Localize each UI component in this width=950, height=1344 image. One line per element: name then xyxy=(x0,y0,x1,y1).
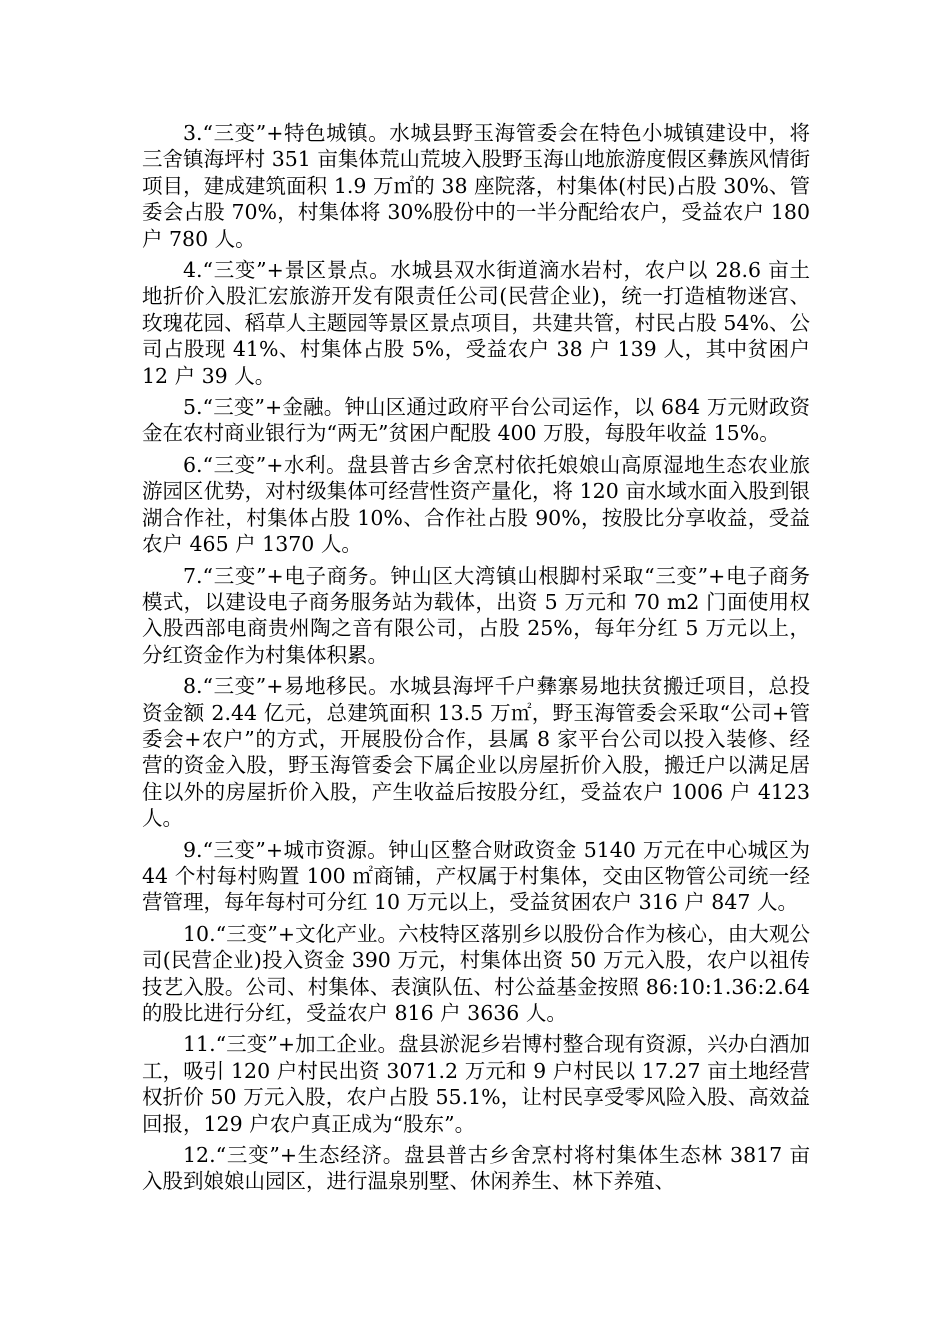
paragraph-7: 7.“三变”+电子商务。钟山区大湾镇山根脚村采取“三变”+电子商务模式，以建设电子商务服务站为载体，出资 5 万元和 70 m2 门面使用权入股西部电商贵州陶之音有限公司，占股 25%，每年分红 5 万元以上，分红资金作为村集体积累。 xyxy=(142,563,810,667)
paragraph-5: 5.“三变”+金融。钟山区通过政府平台公司运作，以 684 万元财政资金在农村商业银行为“两无”贫困户配股 400 万股，每股年收益 15%。 xyxy=(142,395,810,446)
document-body xyxy=(142,120,810,1200)
paragraph-12: 12.“三变”+生态经济。盘县普古乡舍烹村将村集体生态林 3817 亩入股到娘娘山园区，进行温泉别墅、休闲养生、林下养殖、 xyxy=(142,1143,810,1194)
paragraph-4: 4.“三变”+景区景点。水城县双水街道滴水岩村，农户以 28.6 亩土地折价入股汇宏旅游开发有限责任公司(民营企业)，统一打造植物迷宫、玫瑰花园、稻草人主题园等景区景点项目，共建共管，村民占股 54%、公司占股现 41%、村集体占股 5%，受益农户 38 户 139 人，其中贫困户 12 户 39 人。 xyxy=(142,258,810,388)
paragraph-10: 10.“三变”+文化产业。六枝特区落别乡以股份合作为核心，由大观公司(民营企业)投入资金 390 万元，村集体出资 50 万元入股，农户以祖传技艺入股。公司、村集体、表演队伍、村公益基金按照 86:10:1.36:2.64 的股比进行分红，受益农户 816 户 3636 人。 xyxy=(142,921,810,1025)
paragraph-9: 9.“三变”+城市资源。钟山区整合财政资金 5140 万元在中心城区为 44 个村每村购置 100 ㎡商铺，产权属于村集体，交由区物管公司统一经营管理，每年每村可分红 10 万元以上，受益贫困农户 316 户 847 人。 xyxy=(142,837,810,915)
paragraph-3: 3.“三变”+特色城镇。水城县野玉海管委会在特色小城镇建设中，将三舍镇海坪村 351 亩集体荒山荒坡入股野玉海山地旅游度假区彝族风情街项目，建成建筑面积 1.9 万㎡的 38 座院落，村集体(村民)占股 30%、管委会占股 70%，村集体将 30%股份中的一半分配给农户，受益农户 180 户 780 人。 xyxy=(142,121,810,251)
paragraph-11: 11.“三变”+加工企业。盘县淤泥乡岩博村整合现有资源，兴办白酒加工，吸引 120 户村民出资 3071.2 万元和 9 户村民以 17.27 亩土地经营权折价 50 万元入股，农户占股 55.1%，让村民享受零风险入股、高效益回报，129 户农户真正成为“股东”。 xyxy=(142,1032,810,1136)
paragraph-8: 8.“三变”+易地移民。水城县海坪千户彝寨易地扶贫搬迁项目，总投资金额 2.44 亿元，总建筑面积 13.5 万㎡，野玉海管委会采取“公司+管委会+农户”的方式，开展股份合作，县属 8 家平台公司以投入装修、经营的资金入股，野玉海管委会下属企业以房屋折价入股，搬迁户以满足居住以外的房屋折价入股，产生收益后按股分红，受益农户 1006 户 4123 人。 xyxy=(142,674,810,831)
paragraph-6: 6.“三变”+水利。盘县普古乡舍烹村依托娘娘山高原湿地生态农业旅游园区优势，对村级集体可经营性资产量化，将 120 亩水域水面入股到银湖合作社，村集体占股 10%、合作社占股 90%，按股比分享收益，受益农户 465 户 1370 人。 xyxy=(142,452,810,557)
